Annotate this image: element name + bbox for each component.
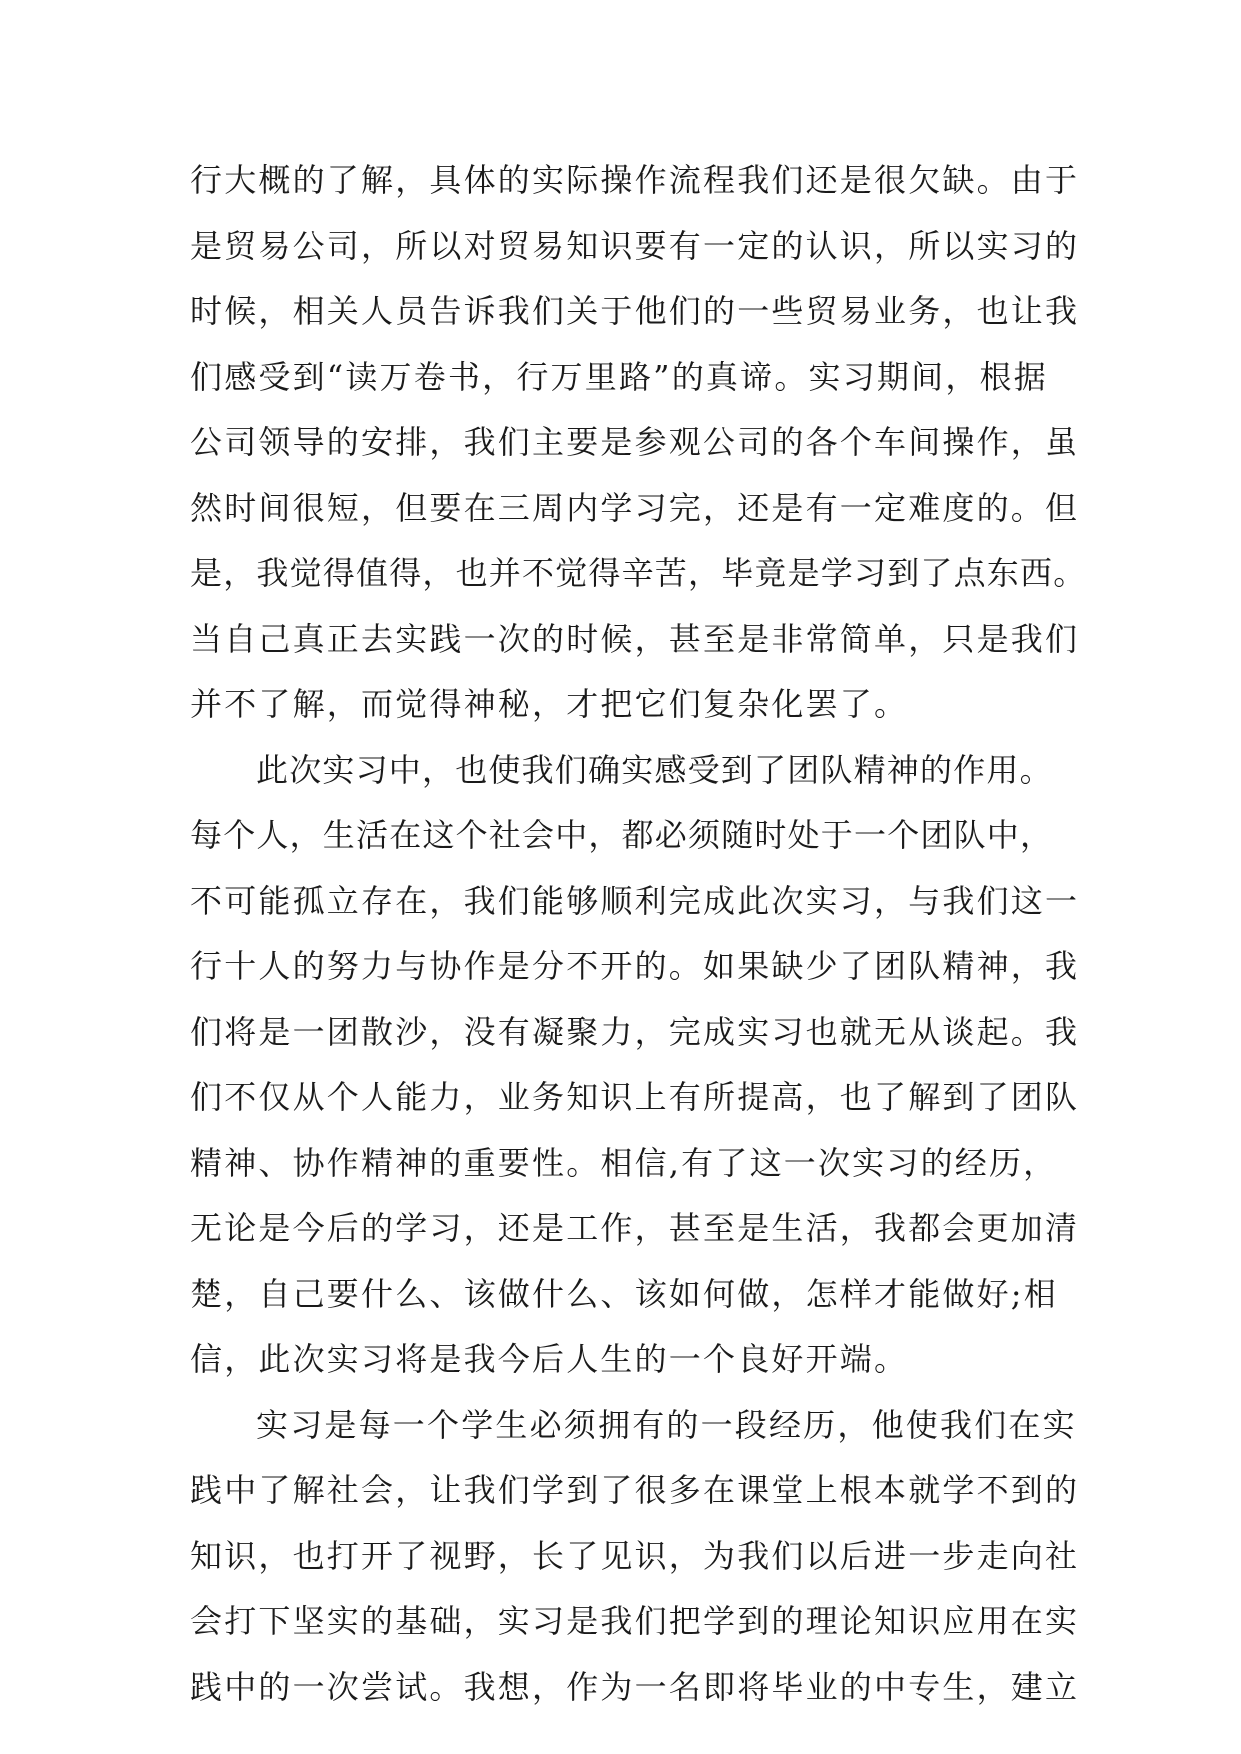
text-line: 们将是一团散沙，没有凝聚力，完成实习也就无从谈起。我 xyxy=(190,1012,1080,1051)
text-line: 时候，相关人员告诉我们关于他们的一些贸易业务，也让我 xyxy=(190,292,1080,330)
text-line: 行十人的努力与协作是分不开的。如果缺少了团队精神，我 xyxy=(190,947,1080,985)
text-line: 公司领导的安排，我们主要是参观公司的各个车间操作，虽 xyxy=(190,423,1080,461)
text-line: 实习是每一个学生必须拥有的一段经历，他使我们在实 xyxy=(256,1405,1077,1444)
text-line: 会打下坚实的基础，实习是我们把学到的理论知识应用在实 xyxy=(190,1602,1080,1640)
text-line: 信，此次实习将是我今后人生的一个良好开端。 xyxy=(190,1340,909,1378)
text-line: 当自己真正去实践一次的时候，甚至是非常简单，只是我们 xyxy=(190,619,1080,658)
paragraph-1 xyxy=(190,148,1087,738)
text-line: 并不了解，而觉得神秘，才把它们复杂化罢了。 xyxy=(190,685,909,723)
text-line: 楚，自己要什么、该做什么、该如何做，怎样才能做好;相 xyxy=(190,1274,1058,1313)
paragraph-2 xyxy=(190,738,1080,1393)
text-line: 是贸易公司，所以对贸易知识要有一定的认识，所以实习的 xyxy=(190,226,1080,265)
text-line: 知识，也打开了视野，长了见识，为我们以后进一步走向社 xyxy=(190,1536,1080,1575)
text-line: 践中的一次尝试。我想，作为一名即将毕业的中专生，建立 xyxy=(190,1667,1080,1706)
text-line: 行大概的了解，具体的实际操作流程我们还是很欠缺。由于 xyxy=(190,161,1080,199)
text-line: 然时间很短，但要在三周内学习完，还是有一定难度的。但 xyxy=(190,488,1080,527)
text-line: 是，我觉得值得，也并不觉得辛苦，毕竟是学习到了点东西。 xyxy=(190,554,1087,592)
text-line: 每个人，生活在这个社会中，都必须随时处于一个团队中， xyxy=(190,816,1054,854)
body-text xyxy=(190,148,1087,1720)
text-line: 无论是今后的学习，还是工作，甚至是生活，我都会更加清 xyxy=(190,1209,1080,1247)
text-line: 们感受到“读万卷书，行万里路”的真谛。实习期间，根据 xyxy=(190,357,1048,396)
text-line: 此次实习中，也使我们确实感受到了团队精神的作用。 xyxy=(256,750,1053,789)
text-line: 践中了解社会，让我们学到了很多在课堂上根本就学不到的 xyxy=(190,1471,1080,1509)
text-line: 不可能孤立存在，我们能够顺利完成此次实习，与我们这一 xyxy=(190,881,1080,920)
text-line: 们不仅从个人能力，业务知识上有所提高，也了解到了团队 xyxy=(190,1078,1080,1116)
text-line: 精神、协作精神的重要性。相信,有了这一次实习的经历， xyxy=(190,1143,1058,1182)
paragraph-3 xyxy=(190,1393,1080,1721)
